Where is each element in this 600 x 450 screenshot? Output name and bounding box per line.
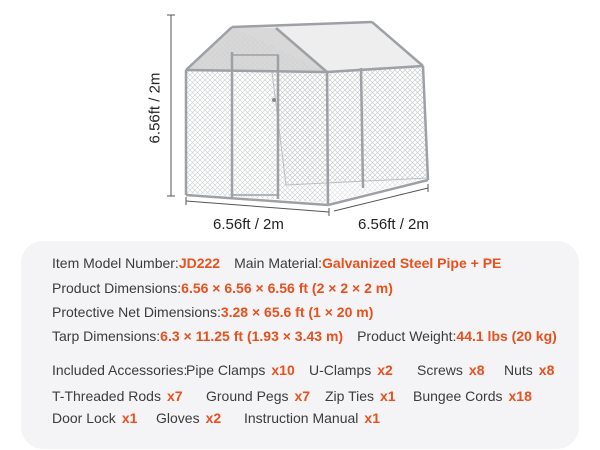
accessory-item: Ground Pegs x7 [206, 388, 311, 404]
main-material-label: Main Material: [234, 255, 323, 271]
accessory-item: Door Lock x1 [52, 410, 138, 426]
item-model-label: Item Model Number: [52, 255, 179, 271]
product-weight-value: 44.1 lbs (20 kg) [456, 328, 557, 344]
product-dimensions-value: 6.56 × 6.56 × 6.56 ft (2 × 2 × 2 m) [181, 280, 393, 296]
product-weight-label: Product Weight: [357, 328, 457, 344]
accessory-item: Pipe Clamps x10 [186, 362, 295, 378]
product-dimensions-label: Product Dimensions: [52, 280, 182, 296]
accessory-item: Nuts x8 [504, 362, 555, 378]
main-material-value: Galvanized Steel Pipe + PE [322, 255, 502, 271]
accessory-item: Bungee Cords x18 [413, 388, 532, 404]
tarp-dimensions-label: Tarp Dimensions: [52, 328, 161, 344]
height-dimension-label: 6.56ft / 2m [146, 72, 164, 144]
accessory-item: Screws x8 [417, 362, 485, 378]
accessory-item: Gloves x2 [156, 410, 222, 426]
accessories-heading: Included Accessories: [52, 362, 188, 378]
accessory-item: Instruction Manual x1 [244, 410, 380, 426]
accessory-item: T-Threaded Rods x7 [52, 388, 183, 404]
width-dimension-label: 6.56ft / 2m [213, 216, 284, 233]
depth-dimension-label: 6.56ft / 2m [358, 216, 429, 233]
tarp-dimensions-value: 6.3 × 11.25 ft (1.93 × 3.43 m) [160, 328, 344, 344]
spec-row-tarp-weight [52, 328, 557, 344]
spec-row-model-material [52, 255, 501, 271]
item-model-value: JD222 [178, 255, 221, 271]
net-dimensions-label: Protective Net Dimensions: [52, 304, 221, 320]
spec-row-product-dimensions [52, 280, 393, 296]
accessory-item: U-Clamps x2 [309, 362, 393, 378]
accessory-item: Zip Ties x1 [325, 388, 396, 404]
net-dimensions-value: 3.28 × 65.6 ft (1 × 20 m) [220, 304, 374, 320]
spec-row-net-dimensions [52, 304, 373, 320]
